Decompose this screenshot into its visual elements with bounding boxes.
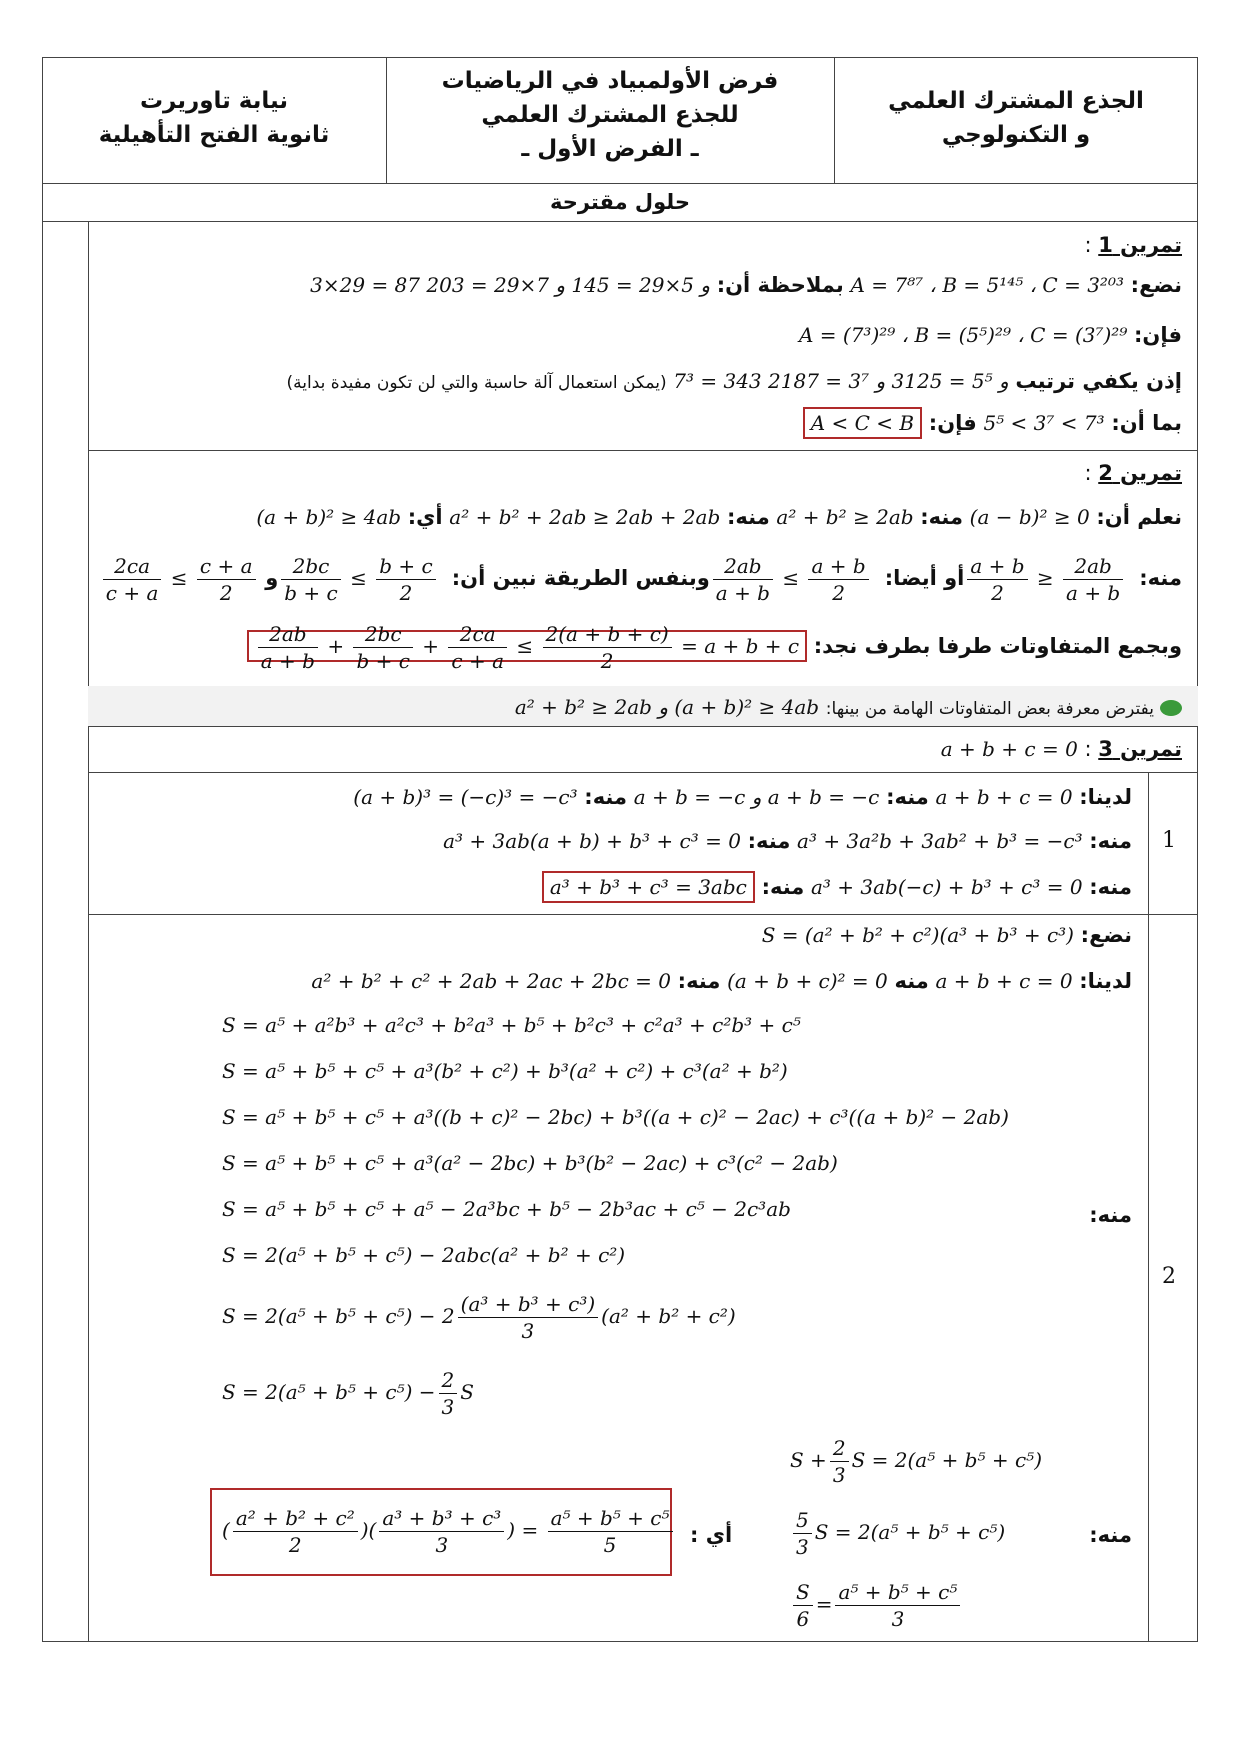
ex3-step-3: S = a⁵ + b⁵ + c⁵ + a³((b + c)² − 2bc) + b³((a + c)² − 2ac) + c³((a + b)² − 2ab)	[222, 1105, 1009, 1129]
ex3-part1-number: 1	[1162, 828, 1176, 853]
ex2-title: تمرين 2 :	[1084, 461, 1182, 485]
ex1-result: A < C < B	[803, 407, 922, 439]
ex3-p1-line1: لدينا: a + b + c = 0 منه: a + b = −c و a + b = −c منه: (a + b)³ = (−c)³ = −c³	[353, 785, 1132, 809]
ex2-note: يفترض معرفة بعض المتفاوتات الهامة من بينها: a² + b² ≥ 2ab و (a + b)² ≥ 4ab	[515, 692, 1182, 724]
ex3-p1-line2: منه: a³ + 3a²b + 3ab² + b³ = −c³ منه: a³ + 3ab(a + b) + b³ + c³ = 0	[443, 829, 1132, 853]
ex2-result: $\frac{2ab}{a + b}$ + $\frac{2bc}{b + c}$ + $\frac{2ca}{c + a}$ ≤ $\frac{2(a + b + c)}{2}$ = a + b + c	[247, 630, 807, 662]
ex3-title: تمرين 3 : a + b + c = 0	[940, 737, 1182, 761]
header-right-line2: و التكنولوجي	[941, 122, 1091, 148]
divider-ex3	[88, 726, 1198, 727]
divider-ex1	[88, 450, 1198, 451]
ex3-part2-number: 2	[1162, 1264, 1176, 1289]
header-left	[42, 84, 386, 152]
ex2-ineq3: $\frac{2bc}{b + c}$ ≤ $\frac{b + c}{2}$	[278, 566, 445, 590]
ex3-p2-then-label: منه:	[1089, 1203, 1132, 1227]
ex1-line2: فإن: A = (7³)²⁹ ، B = (5⁵)²⁹ ، C = (3⁷)²⁹	[798, 323, 1182, 347]
number-column-line	[1148, 772, 1149, 1642]
ex3-step-1: S = a⁵ + a²b³ + a²c³ + b²a³ + b⁵ + b²c³ + c²a³ + c²b³ + c⁵	[222, 1013, 801, 1037]
header-left-line1: نيابة تاوريرت	[139, 88, 289, 114]
ex3-final-2: $\frac{5}{3}$ S = 2(a⁵ + b⁵ + c⁵)	[790, 1502, 1005, 1562]
ex3-step-4: S = a⁵ + b⁵ + c⁵ + a³(a² − 2bc) + b³(b² − 2ac) + c³(c² − 2ab)	[222, 1151, 838, 1175]
header-center-line2: للجذع المشترك العلمي	[481, 102, 739, 128]
ex3-p1-result: a³ + b³ + c³ = 3abc	[542, 871, 755, 903]
page-subtitle: حلول مقترحة	[42, 184, 1198, 222]
ex1-title: تمرين 1 :	[1084, 233, 1182, 257]
ex2-line1: نعلم أن: (a − b)² ≥ 0 منه: a² + b² ≥ 2ab منه: a² + b² + 2ab ≥ 2ab + 2ab أي: (a + b)² ≥ 4ab	[256, 505, 1182, 529]
ex1-line4: بما أن: 5⁵ < 3⁷ < 7³ فإن: A < C < B	[803, 408, 1182, 438]
ex3-step-8: S = 2(a⁵ + b⁵ + c⁵) − $\frac{2}{3}$ S	[222, 1368, 474, 1419]
ex2-ineq2: $\frac{2ab}{a + b}$ ≤ $\frac{a + b}{2}$	[710, 566, 878, 590]
ex3-final-2-label: منه:	[1089, 1523, 1132, 1547]
ex3-final-result: ( $\frac{\text{a² + b² + c²}}{2}$ )( $\frac{\text{a³ + b³ + c³}}{3}$ ) = $\frac{\text{a⁵ + b⁵ + c⁵}}{5}$	[222, 1500, 676, 1560]
ex3-step-2: S = a⁵ + b⁵ + c⁵ + a³(b² + c²) + b³(a² + c²) + c³(a² + b²)	[222, 1059, 788, 1083]
header-right	[834, 84, 1198, 152]
comment-icon	[1160, 700, 1182, 716]
ex2-ineq4: $\frac{2ca}{c + a}$ ≤ $\frac{c + a}{2}$	[100, 566, 259, 590]
ex3-step-6: S = 2(a⁵ + b⁵ + c⁵) − 2abc(a² + b² + c²)	[222, 1243, 626, 1267]
ex3-p2-set: نضع: S = (a² + b² + c²)(a³ + b³ + c³)	[761, 923, 1132, 947]
ex1-line3: إذن يكفي ترتيب 7³ = 343 و 5⁵ = 3125 و 3⁷ = 2187 (يمكن استعمال آلة حاسبة والتي لن تكون مفيدة بداية)	[286, 369, 1182, 393]
divider-ex3-part2	[88, 914, 1198, 915]
ex2-line2: منه: $\frac{a + b}{2}$ ≥ $\frac{2ab}{a + b}$ أو أيضا: $\frac{2ab}{a + b}$ ≤ $\frac{a + b}{2}$ وبنفس الطريقة نبين أن: $\frac{2bc}{b + c}$ ≤ $\frac{b + c}{2}$ و $\frac{2ca}{c + a}$ ≤ $\frac{c + a}{2}$	[100, 548, 1182, 608]
ex3-ai-label: أي :	[690, 1523, 733, 1547]
ex2-ineq1: $\frac{a + b}{2}$ ≥ $\frac{2ab}{a + b}$	[964, 566, 1132, 590]
left-margin-line	[88, 222, 89, 1642]
ex2-line3: وبجمع المتفاوتات طرفا بطرف نجد: $\frac{2ab}{a + b}$ + $\frac{2bc}{b + c}$ + $\frac{2ca}{c + a}$ ≤ $\frac{2(a + b + c)}{2}$ = a + b + c	[247, 616, 1182, 676]
ex3-p1-line3: منه: a³ + 3ab(−c) + b³ + c³ = 0 منه: a³ + b³ + c³ = 3abc	[542, 872, 1132, 902]
ex3-step-7: S = 2(a⁵ + b⁵ + c⁵) − 2 $\frac{\text{(a³ + b³ + c³)}}{3}$ (a² + b² + c²)	[222, 1292, 736, 1343]
header-right-line1: الجذع المشترك العلمي	[888, 88, 1144, 114]
ex3-p2-have: لدينا: a + b + c = 0 منه (a + b + c)² = 0 منه: a² + b² + c² + 2ab + 2ac + 2bc = 0	[311, 969, 1132, 993]
header-center-line3: ـ الفرض الأول ـ	[521, 136, 699, 162]
header-center-line1: فرض الأولمبياد في الرياضيات	[441, 68, 779, 94]
ex3-final-3: $\frac{S}{6}$ = $\frac{\text{a⁵ + b⁵ + c⁵}}{3}$	[790, 1574, 963, 1634]
divider-ex3-given	[88, 772, 1198, 773]
ex3-step-5: S = a⁵ + b⁵ + c⁵ + a⁵ − 2a³bc + b⁵ − 2b³ac + c⁵ − 2c³ab	[222, 1197, 791, 1221]
header-left-line2: ثانوية الفتح التأهيلية	[98, 122, 330, 148]
ex1-line1: نضع: A = 7⁸⁷ ، B = 5¹⁴⁵ ، C = 3²⁰³ بملاحظة أن: 3×29 = 87 و 5×29 = 145 و 7×29 = 203	[310, 273, 1182, 297]
ex3-final-1: S + $\frac{2}{3}$ S = 2(a⁵ + b⁵ + c⁵)	[790, 1436, 1042, 1487]
header-center	[386, 64, 834, 166]
